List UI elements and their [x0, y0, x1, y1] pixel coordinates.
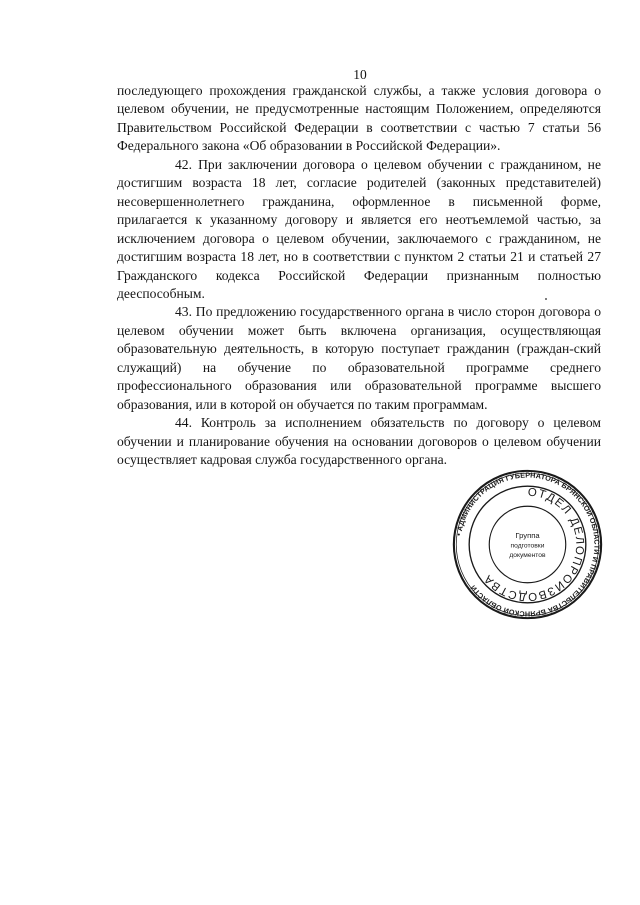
paragraph-42: 42. При заключении договора о целевом обучении с гражданином, не достигшим возраста 18 лет, согласие родителей (законных представителей) несовершеннолетнего гражданина, оформленное в письменной форме, прилагается к указанному договору и является его неотъемлемой частью, за исключением договора о целевом обучении, заключаемого с гражданином, не достигшим возраста 18 лет, но в соответствии с пунктом 2 статьи 21 и статьей 27 Гражданского кодекса Российской Федерации признанным полностью дееспособным.	[117, 156, 601, 301]
paragraph-44: 44. Контроль за исполнением обязательств по договору о целевом обучении и планирование обучения на основании договоров о целевом обучении осуществляет кадровая служба государственного органа.	[117, 415, 601, 468]
stamp-center-line-2: подготовки	[510, 542, 545, 550]
scan-speck	[545, 298, 547, 300]
stamp-center-line-3: документов	[509, 551, 546, 559]
paragraph-43: 43. По предложению государственного органа в число сторон договора о целевом обучении может быть включена организация, осуществляющая образовательную деятельность, в которую поступает гражданин (граждан-ский служащий) на обучение по образовательной программе среднего профессионального образования или образовательной программе высшего образования, или в которой он обучается по таким программам.	[117, 304, 601, 412]
paragraph-continuation: последующего прохождения гражданской службы, а также условия договора о целевом обучении, не предусмотренные настоящим Положением, определяются Правительством Российской Федерации в соответствии с частью 7 статьи 56 Федерального закона «Об образовании в Российской Федерации».	[117, 83, 601, 154]
official-stamp	[451, 468, 604, 621]
stamp-outer-text: • АДМИНИСТРАЦИЯ ГУБЕРНАТОРА БРЯНСКОЙ ОБЛАСТИ И ПРАВИТЕЛЬСТВА БРЯНСКОЙ ОБЛАСТИ	[454, 470, 602, 619]
page-number: 10	[353, 67, 367, 82]
stamp-inner-text: ОТДЕЛ ДЕЛОПРОИЗВОДСТВА	[481, 486, 586, 603]
stamp-center-line-1: Группа	[515, 530, 540, 540]
document-body	[117, 82, 601, 470]
